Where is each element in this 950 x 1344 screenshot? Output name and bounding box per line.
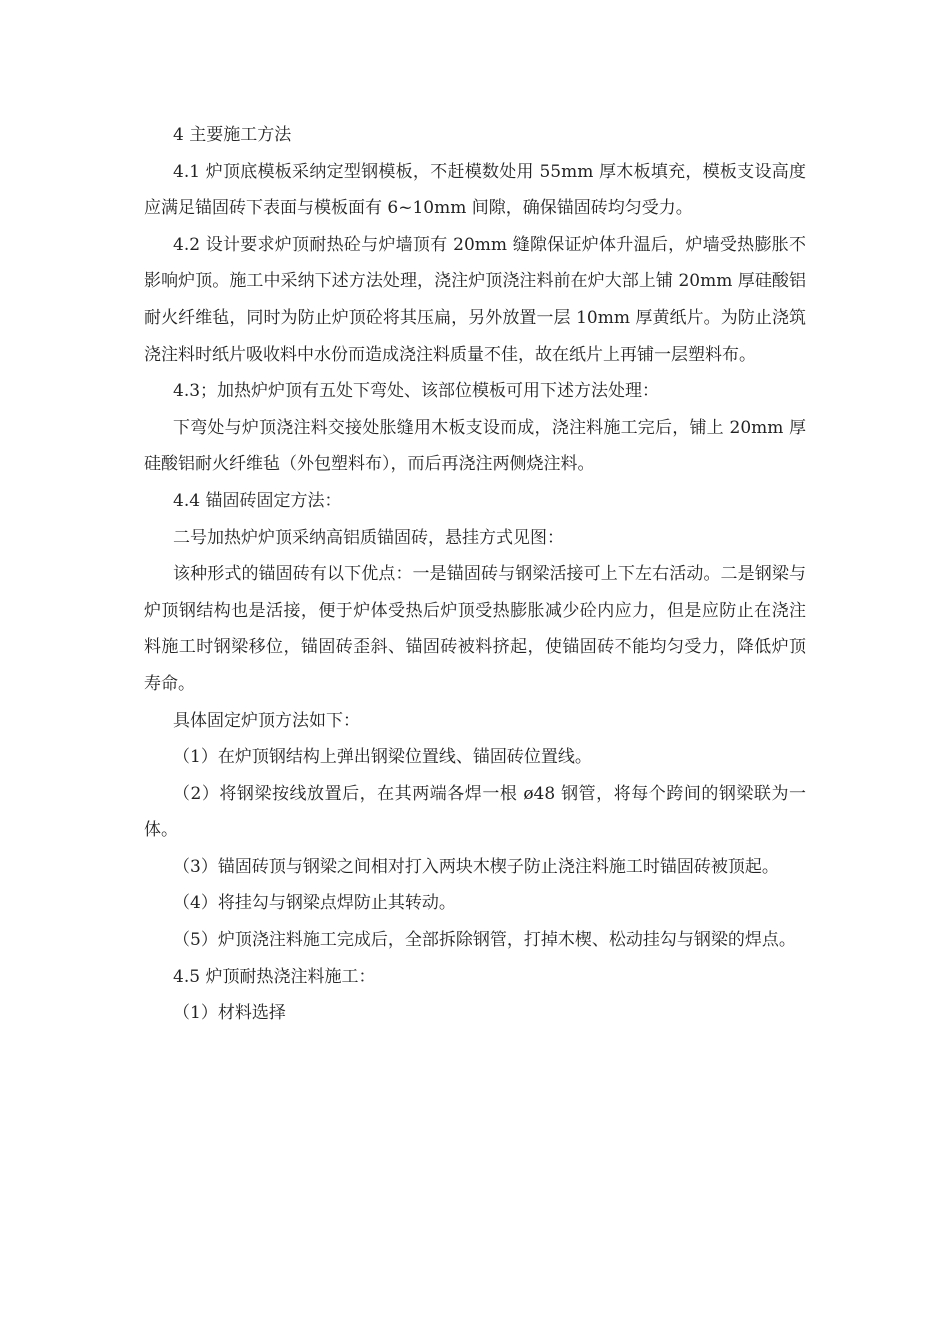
paragraph-4-4: 4.4 锚固砖固定方法： — [173, 490, 342, 511]
section-heading: 4 主要施工方法 — [173, 125, 292, 145]
paragraph-4-4-advantages: 该种形式的锚固砖有以下优点：一是锚固砖与钢梁活接可上下左右活动。二是钢梁与炉顶钢结构也是活接，便于炉体受热后炉顶受热膨胀减少砼内应力，但是应防止在浇注料施工时钢梁移位，锚固砖歪斜、锚固砖被料挤起，使锚固砖不能均匀受力，降低炉顶寿命。 — [144, 564, 806, 694]
list-item-4: （4）将挂勾与钢梁点焊防止其转动。 — [173, 893, 456, 914]
list-item-2: （2）将钢梁按线放置后，在其两端各焊一根 ø48 钢管，将每个跨间的钢梁联为一体。 — [144, 783, 806, 841]
list-item-5: （5）炉顶浇注料施工完成后，全部拆除钢管，打掉木楔、松动挂勾与钢梁的焊点。 — [173, 930, 796, 951]
list-item-1: （1）在炉顶钢结构上弹出钢梁位置线、锚固砖位置线。 — [173, 747, 592, 768]
document-page — [144, 117, 806, 1032]
paragraph-4-4-intro: 二号加热炉炉顶采纳高铝质锚固砖，悬挂方式见图： — [173, 527, 564, 548]
list-item-3: （3）锚固砖顶与钢梁之间相对打入两块木楔子防止浇注料施工时锚固砖被顶起。 — [173, 856, 779, 877]
paragraph-4-5: 4.5 炉顶耐热浇注料施工： — [173, 966, 376, 987]
paragraph-4-1: 4.1 炉顶底模板采纳定型钢模板，不赶模数处用 55mm 厚木板填充，模板支设高度应满足锚固砖下表面与模板面有 6~10mm 间隙，确保锚固砖均匀受力。 — [144, 161, 806, 219]
paragraph-4-3: 4.3；加热炉炉顶有五处下弯处、该部位模板可用下述方法处理： — [173, 381, 660, 402]
paragraph-method-intro: 具体固定炉顶方法如下： — [173, 710, 360, 731]
list-item-material: （1）材料选择 — [173, 1003, 286, 1024]
paragraph-4-2: 4.2 设计要求炉顶耐热砼与炉墙顶有 20mm 缝隙保证炉体升温后，炉墙受热膨胀不影响炉顶。施工中采纳下述方法处理，浇注炉顶浇注料前在炉大部上铺 20mm 厚硅酸铝耐火纤维毡，同时为防止炉顶砼将其压扁，另外放置一层 10mm 厚黄纸片。为防止浇筑浇注料时纸片吸收料中水份而造成浇注料质量不佳，故在纸片上再铺一层塑料布。 — [144, 234, 806, 365]
paragraph-4-3-detail: 下弯处与炉顶浇注料交接处胀缝用木板支设而成，浇注料施工完后，铺上 20mm 厚硅酸铝耐火纤维毡（外包塑料布），而后再浇注两侧烧注料。 — [144, 417, 806, 475]
